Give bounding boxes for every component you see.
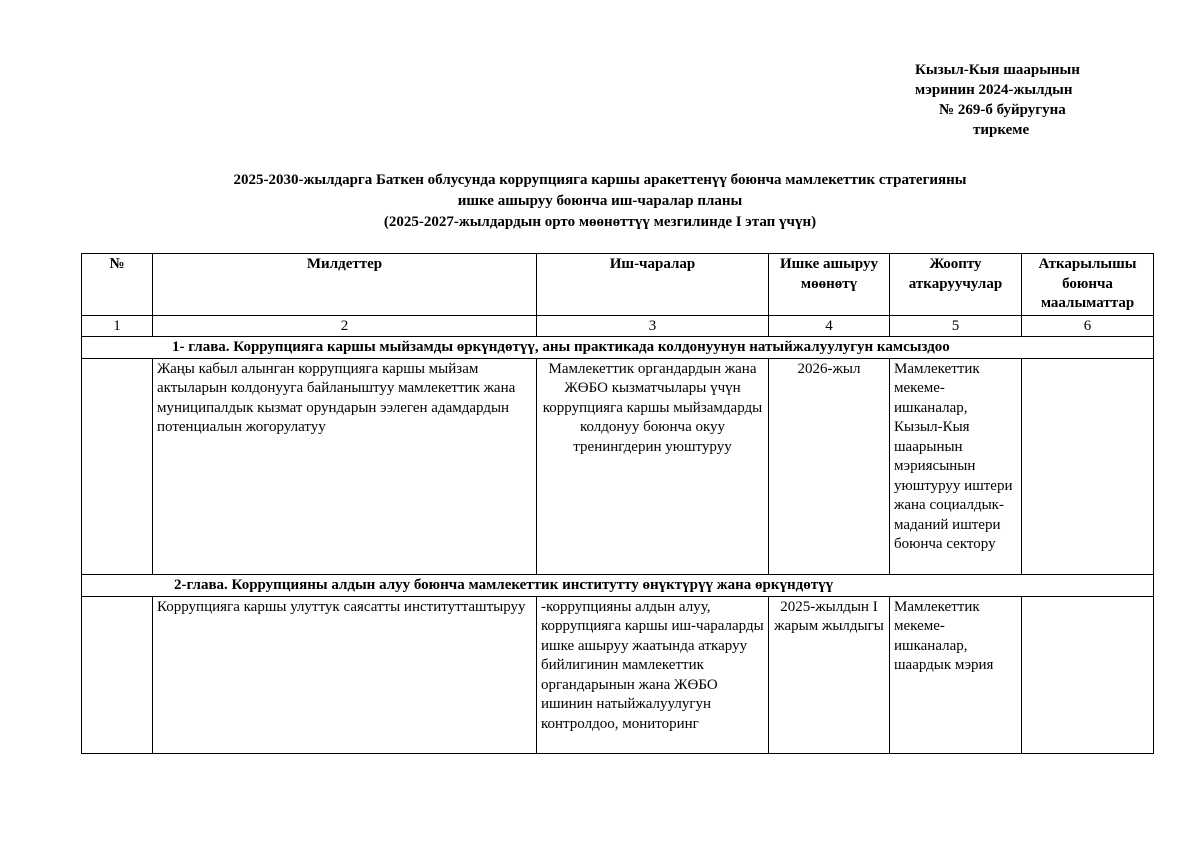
annex-line-2: мэринин 2024-жылдын	[915, 82, 1073, 98]
table-row	[82, 596, 1154, 753]
chapter-row	[82, 336, 1154, 358]
chapter-1-heading: 1- глава. Коррупцияга каршы мыйзамды өркүндөтүү, аны практикада колдонуунун натыйжалуулугун камсыздоо	[82, 336, 1154, 358]
column-number: 4	[769, 315, 890, 336]
cell-task: Жаңы кабыл алынган коррупцияга каршы мыйзам актыларын колдонууга байланыштуу мамлекеттик жана муниципалдык кызмат орундарын ээлеген адамдардын потенциалын жогорулатуу	[153, 358, 537, 574]
column-number: 1	[82, 315, 153, 336]
cell-responsible: Мамлекеттик мекеме-ишканалар, шаардык мэрия	[890, 596, 1022, 753]
column-number: 2	[153, 315, 537, 336]
annex-line-3: № 269-б буйругуна	[939, 102, 1066, 118]
cell-measure: -коррупцияны алдын алуу, коррупцияга каршы иш-чараларды ишке ашыруу жаатында аткаруу бийлигинин мамлекеттик органдарынын жана ЖӨБО ишинин натыйжалуулугун контролдоо, мониторинг	[541, 598, 764, 732]
column-number: 6	[1022, 315, 1154, 336]
column-number-row	[82, 315, 1154, 336]
header-term: Ишке ашыруу мөөнөтү	[769, 254, 890, 316]
cell-info	[1022, 596, 1154, 753]
header-info: Аткарылышы боюнча маалыматтар	[1022, 254, 1154, 316]
title-line-3: (2025-2027-жылдардын орто мөөнөттүү мезгилинде I этап үчүн)	[383, 214, 817, 230]
table-row	[82, 358, 1154, 574]
title-line-1: 2025-2030-жылдарга Баткен облусунда коррупцияга каршы аракеттенүү боюнча мамлекеттик стратегияны	[233, 172, 967, 188]
header-measures: Иш-чаралар	[537, 254, 769, 316]
cell-term: 2026-жыл	[769, 358, 890, 574]
column-number: 3	[537, 315, 769, 336]
header-row	[82, 254, 1154, 316]
cell-term: 2025-жылдын I жарым жылдыгы	[769, 596, 890, 753]
cell-measure-wrap	[537, 596, 769, 753]
header-responsible: Жоопту аткаруучулар	[890, 254, 1022, 316]
cell-info	[1022, 358, 1154, 574]
annex-note	[915, 60, 1145, 140]
cell-num	[82, 358, 153, 574]
header-num: №	[82, 254, 153, 316]
title-line-2: ишке ашыруу боюнча иш-чаралар планы	[457, 193, 743, 209]
annex-line-1: Кызыл-Кыя шаарынын	[915, 62, 1080, 78]
document-title	[80, 170, 1120, 233]
annex-line-4: тиркеме	[973, 122, 1030, 138]
chapter-row	[82, 574, 1154, 596]
cell-responsible: Мамлекеттик мекеме-ишканалар, Кызыл-Кыя шаарынын мэриясынын уюштуруу иштери жана социалдык-маданий иштери боюнча сектору	[890, 358, 1022, 574]
column-number: 5	[890, 315, 1022, 336]
action-plan-table	[81, 253, 1154, 754]
cell-task: Коррупцияга каршы улуттук саясатты институтташтыруу	[153, 596, 537, 753]
cell-measure: Мамлекеттик органдардын жана ЖӨБО кызматчылары үчүн коррупцияга каршы мыйзамдарды колдонуу боюнча окуу тренингдерин уюштуруу	[537, 358, 769, 574]
header-tasks: Милдеттер	[153, 254, 537, 316]
chapter-2-heading: 2-глава. Коррупцияны алдын алуу боюнча мамлекеттик институтту өнүктүрүү жана өркүндөтүү	[82, 574, 1154, 596]
cell-num	[82, 596, 153, 753]
